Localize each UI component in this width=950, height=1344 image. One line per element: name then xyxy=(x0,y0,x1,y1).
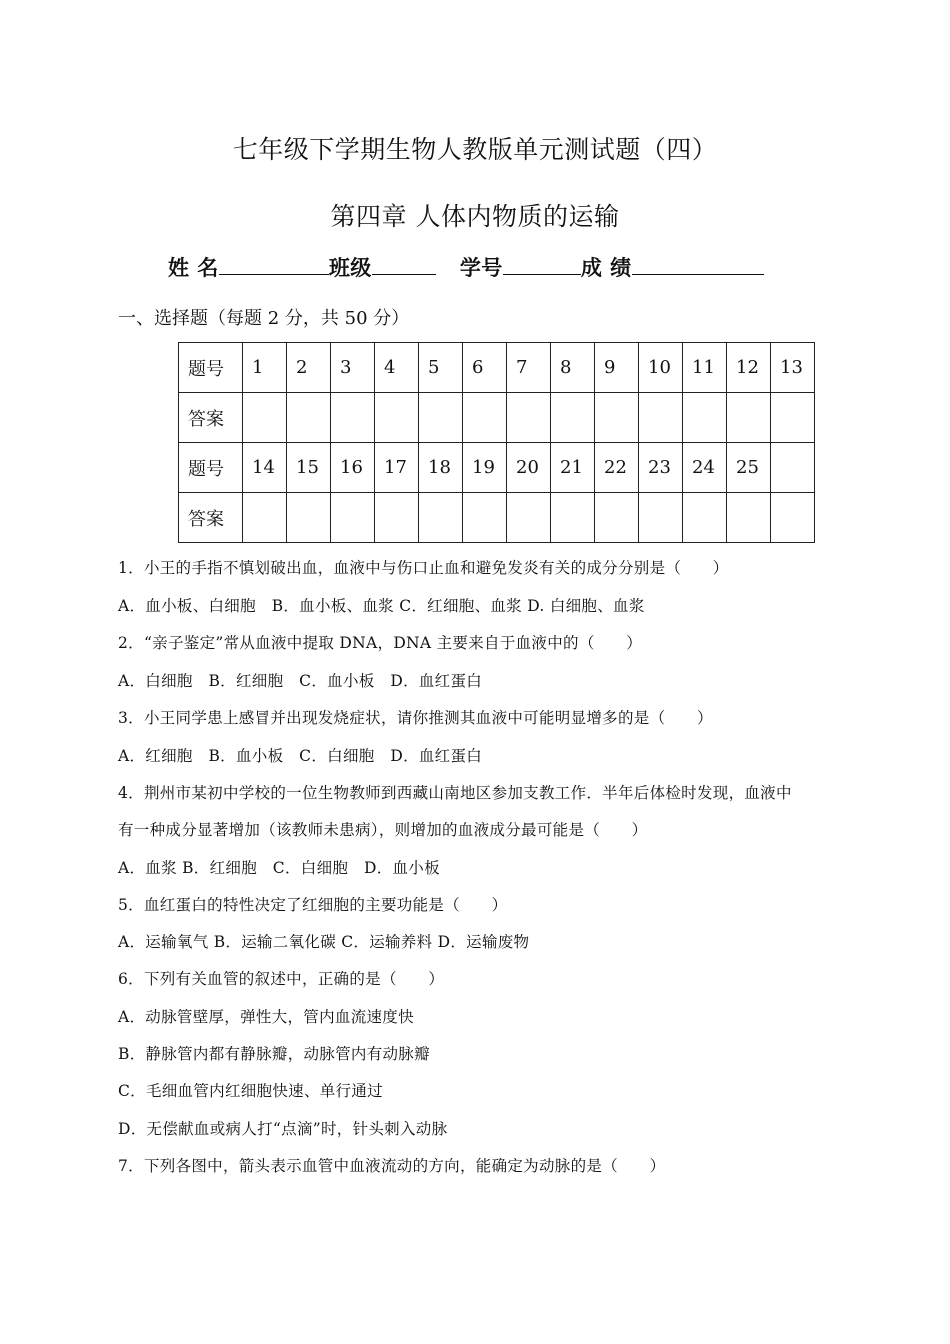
exam-title: 七年级下学期生物人教版单元测试题（四） xyxy=(232,135,718,164)
answer-cell[interactable] xyxy=(551,393,595,443)
answer-cell[interactable] xyxy=(727,493,771,543)
answer-cell[interactable] xyxy=(419,493,463,543)
id-blank[interactable] xyxy=(503,252,581,275)
question-number-cell: 22 xyxy=(595,443,639,493)
question-6-option-b: B．静脉管内都有静脉瓣，动脉管内有动脉瓣 xyxy=(118,1045,430,1063)
question-4-line-1: 4．荆州市某初中学校的一位生物教师到西藏山南地区参加支教工作．半年后体检时发现，血液中 xyxy=(118,784,792,802)
answer-cell[interactable] xyxy=(243,493,287,543)
question-number-cell: 12 xyxy=(727,343,771,393)
question-4-line-2: 有一种成分显著增加（该教师未患病），则增加的血液成分最可能是（ ） xyxy=(118,821,648,839)
answer-cell[interactable] xyxy=(595,393,639,443)
answer-cell[interactable] xyxy=(419,393,463,443)
question-number-cell: 24 xyxy=(683,443,727,493)
number-label-cell: 题号 xyxy=(179,443,243,493)
table-row xyxy=(179,443,815,493)
answer-label-cell: 答案 xyxy=(179,493,243,543)
answer-cell[interactable] xyxy=(507,393,551,443)
question-1-options: A．血小板、白细胞 B．血小板、血浆 C．红细胞、血浆 D. 白细胞、血浆 xyxy=(118,597,645,615)
question-number-cell: 5 xyxy=(419,343,463,393)
answer-cell[interactable] xyxy=(331,393,375,443)
question-number-cell: 14 xyxy=(243,443,287,493)
answer-cell[interactable] xyxy=(287,493,331,543)
answer-cell[interactable] xyxy=(639,493,683,543)
question-6: 6．下列有关血管的叙述中，正确的是（ ） xyxy=(118,970,445,988)
question-6-option-a: A．动脉管壁厚，弹性大，管内血流速度快 xyxy=(118,1008,414,1026)
question-7: 7．下列各图中，箭头表示血管中血液流动的方向，能确定为动脉的是（ ） xyxy=(118,1157,666,1175)
question-number-cell: 17 xyxy=(375,443,419,493)
question-4-options: A．血浆 B．红细胞 C．白细胞 D．血小板 xyxy=(118,859,440,877)
question-number-cell: 4 xyxy=(375,343,419,393)
answer-cell[interactable] xyxy=(375,393,419,443)
question-number-cell: 6 xyxy=(463,343,507,393)
question-number-cell: 1 xyxy=(243,343,287,393)
table-row xyxy=(179,493,815,543)
question-5-options: A．运输氧气 B．运输二氧化碳 C．运输养料 D．运输废物 xyxy=(118,933,530,951)
class-blank[interactable] xyxy=(372,252,436,275)
question-5: 5．血红蛋白的特性决定了红细胞的主要功能是（ ） xyxy=(118,896,508,914)
question-number-cell xyxy=(771,443,815,493)
question-number-cell: 7 xyxy=(507,343,551,393)
question-3: 3．小王同学患上感冒并出现发烧症状，请你推测其血液中可能明显增多的是（ ） xyxy=(118,709,713,727)
answer-cell[interactable] xyxy=(551,493,595,543)
question-number-cell: 18 xyxy=(419,443,463,493)
question-number-cell: 20 xyxy=(507,443,551,493)
answer-cell[interactable] xyxy=(683,493,727,543)
answer-cell[interactable] xyxy=(463,393,507,443)
answer-cell[interactable] xyxy=(771,393,815,443)
question-number-cell: 19 xyxy=(463,443,507,493)
answer-cell[interactable] xyxy=(683,393,727,443)
table-row xyxy=(179,393,815,443)
question-number-cell: 8 xyxy=(551,343,595,393)
question-number-cell: 3 xyxy=(331,343,375,393)
answer-cell[interactable] xyxy=(463,493,507,543)
answer-label-cell: 答案 xyxy=(179,393,243,443)
question-number-cell: 21 xyxy=(551,443,595,493)
class-label: 班级 xyxy=(328,256,372,280)
answer-cell[interactable] xyxy=(507,493,551,543)
question-6-option-d: D．无偿献血或病人打“点滴”时，针头刺入动脉 xyxy=(118,1120,448,1138)
number-label-cell: 题号 xyxy=(179,343,243,393)
answer-cell[interactable] xyxy=(243,393,287,443)
answer-cell[interactable] xyxy=(287,393,331,443)
question-2: 2．“亲子鉴定”常从血液中提取 DNA，DNA 主要来自于血液中的（ ） xyxy=(118,634,643,652)
answer-cell[interactable] xyxy=(331,493,375,543)
answer-cell[interactable] xyxy=(375,493,419,543)
answer-cell[interactable] xyxy=(771,493,815,543)
student-info-line xyxy=(168,252,764,282)
question-number-cell: 2 xyxy=(287,343,331,393)
name-label: 姓 名 xyxy=(168,256,219,280)
question-number-cell: 11 xyxy=(683,343,727,393)
question-3-options: A．红细胞 B．血小板 C．白细胞 D．血红蛋白 xyxy=(118,747,483,765)
answer-cell[interactable] xyxy=(727,393,771,443)
answer-cell[interactable] xyxy=(595,493,639,543)
question-number-cell: 16 xyxy=(331,443,375,493)
id-label: 学号 xyxy=(459,256,503,280)
question-number-cell: 25 xyxy=(727,443,771,493)
question-number-cell: 15 xyxy=(287,443,331,493)
score-label: 成 绩 xyxy=(580,256,632,280)
question-number-cell: 10 xyxy=(639,343,683,393)
question-number-cell: 9 xyxy=(595,343,639,393)
question-2-options: A．白细胞 B．红细胞 C．血小板 D．血红蛋白 xyxy=(118,672,483,690)
name-blank[interactable] xyxy=(219,252,329,275)
question-number-cell: 23 xyxy=(639,443,683,493)
question-number-cell: 13 xyxy=(771,343,815,393)
section-heading-multiple-choice: 一、选择题（每题 2 分，共 50 分） xyxy=(118,308,410,329)
answer-cell[interactable] xyxy=(639,393,683,443)
chapter-title: 第四章 人体内物质的运输 xyxy=(330,202,620,231)
answer-table xyxy=(178,342,815,543)
question-6-option-c: C．毛细血管内红细胞快速、单行通过 xyxy=(118,1082,383,1100)
question-1: 1．小王的手指不慎划破出血，血液中与伤口止血和避免发炎有关的成分分别是（ ） xyxy=(118,559,729,577)
score-blank[interactable] xyxy=(632,252,764,275)
table-row xyxy=(179,343,815,393)
